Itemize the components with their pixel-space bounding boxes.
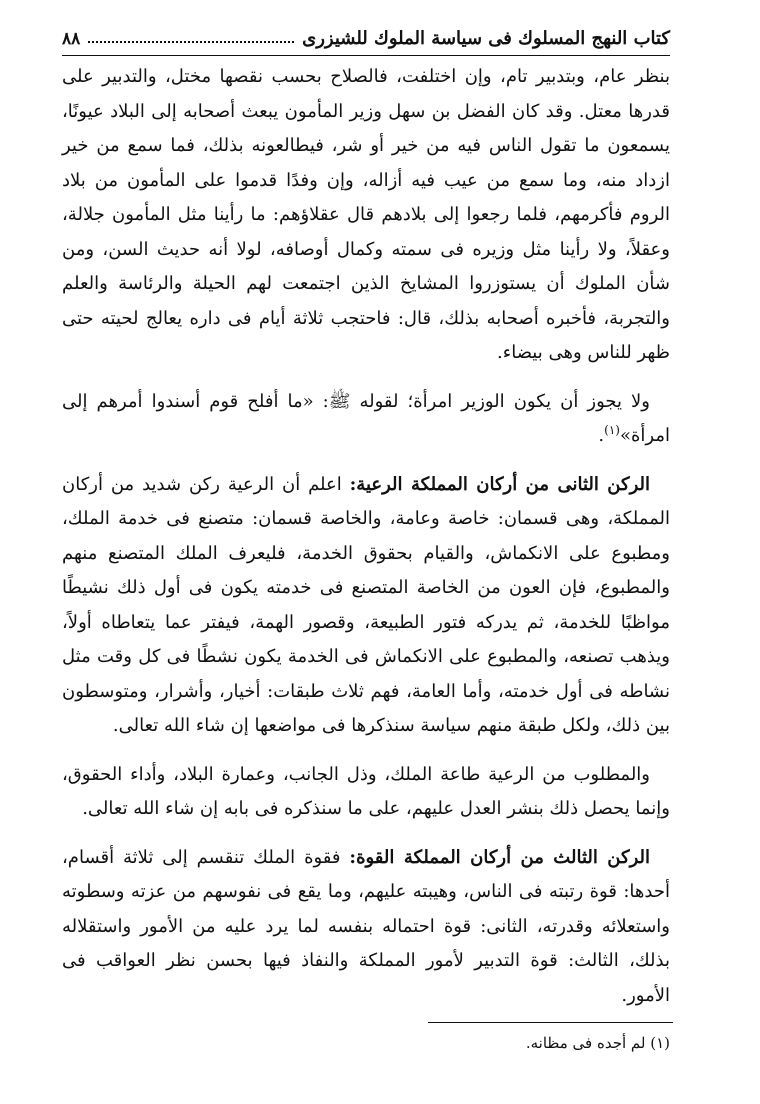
section-heading-power: الركن الثالث من أركان المملكة القوة: <box>349 846 650 868</box>
running-title: كتاب النهج المسلوك فى سياسة الملوك للشيزرى <box>302 28 670 49</box>
section-heading-subjects: الركن الثانى من أركان المملكة الرعية: <box>349 473 650 495</box>
footnote-reference: (١) <box>604 423 620 437</box>
footnote: (١) لم أجده فى مظانه. <box>525 1034 670 1052</box>
book-page <box>62 28 670 1013</box>
paragraph-third-pillar <box>62 841 670 1014</box>
paragraph-end: . <box>598 425 605 446</box>
page-header <box>62 28 670 56</box>
leader-dots <box>88 39 294 43</box>
page-number: ٨٨ <box>62 29 81 49</box>
section-body-power: فقوة الملك تنقسم إلى ثلاثة أقسام، أحدها: قوة رتبته فى الناس، وهيبته عليهم، وما يقع فى نفوسهم من عزته وسطوته واستعلائه وقدرته، الثانى: قوة احتماله بنفسه لما يرد عليه من الأمور واستقلاله بذلك، الثالث: قوة التدبير لأمور المملكة والنفاذ فيها بحسن نظر العواقب فى الأمور. <box>62 846 670 1006</box>
hadith-text: ولا يجوز أن يكون الوزير امرأة؛ لقوله ﷺ: «ما أفلح قوم أسندوا أمرهم إلى امرأة» <box>62 390 670 446</box>
paragraph-second-pillar <box>62 468 670 744</box>
paragraph-woman-vizier <box>62 385 670 454</box>
section-body-subjects: اعلم أن الرعية ركن شديد من أركان المملكة، وهى قسمان: خاصة وعامة، والخاصة قسمان: متصنع فى خدمة الملك، ومطبوع على الانكماش، والقيام بحقوق الخدمة، فليعرف الملك المتصنع منهم والمطبوع، فإن العون من الخاصة المتصنع فى خدمته يكون فى أول ذلك نشيطًا مواظبًا للخدمة، ثم يدركه فتور الطبيعة، وقصور الهمة، فيفتر عما يتعاطاه أولاً، ويذهب تصنعه، والمطبوع على الانكماش فى الخدمة يكون نشطًا فى كل وقت مثل نشاطه فى أول خدمته، وأما العامة، فهم ثلاث طبقات: أخيار، وأشرار، ومتوسطون بين ذلك، ولكل طبقة منهم سياسة سنذكرها فى مواضعها إن شاء الله تعالى. <box>62 473 670 736</box>
paragraph-obedience: والمطلوب من الرعية طاعة الملك، وذل الجانب، وعمارة البلاد، وأداء الحقوق، وإنما يحصل ذلك بنشر العدل عليهم، على ما سنذكره فى بابه إن شاء الله تعالى. <box>62 763 670 819</box>
paragraph-fadl-ibn-sahl: بنظر عام، وبتدبير تام، وإن اختلفت، فالصلاح بحسب نقصها مختل، والتدبير على قدرها معتل. وقد كان الفضل بن سهل وزير المأمون يبعث أصحابه إلى البلاد عيونًا، يسمعون ما تقول الناس فيه من خير أو شر، فيطالعونه بذلك، فما سمع من خير ازداد منه، وما سمع من عيب فيه أزاله، وإن وفدًا قدموا على المأمون من بلاد الروم فأكرمهم، فلما رجعوا إلى بلادهم قال عقلاؤهم: ما رأينا مثل المأمون جلالة، وعقلاً، ولا رأينا مثل وزيره فى سمته وكمال أوصافه، لولا أنه حديث السن، ومن شأن الملوك أن يستوزروا المشايخ الذين اجتمعت لهم الحيلة والرئاسة والعلم والتجربة، فأخبره أصحابه بذلك، قال: فاحتجب ثلاثة أيام فى داره يعالج لحيته حتى ظهر للناس وهى بيضاء. <box>62 66 670 363</box>
footnote-divider <box>428 1022 673 1023</box>
